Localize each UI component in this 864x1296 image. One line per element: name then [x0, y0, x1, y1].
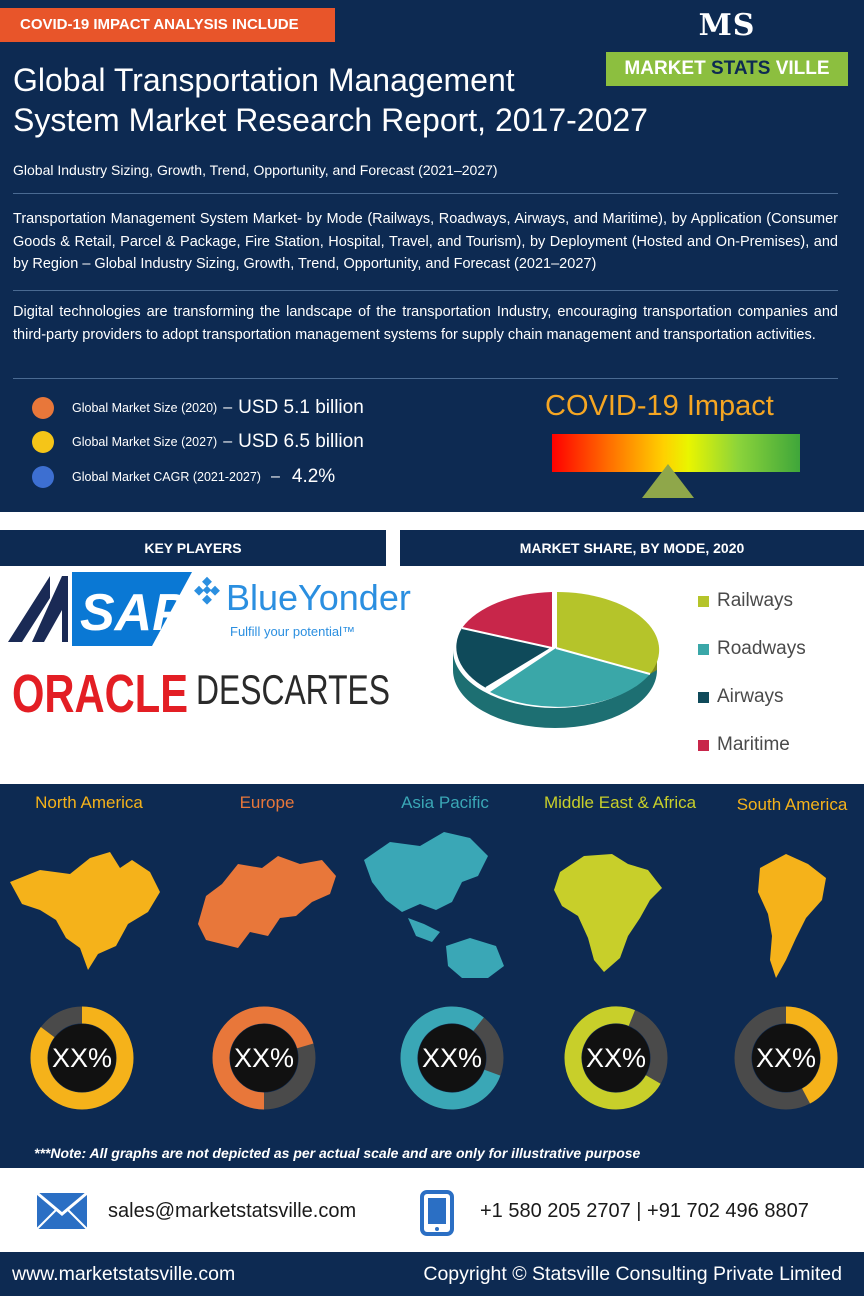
covid-impact-pointer-icon — [642, 464, 694, 498]
page-title: Global Transportation Management System Market Research Report, 2017-2027 — [13, 62, 648, 138]
covid-impact-title: COVID-19 Impact — [545, 390, 774, 422]
legend-item-railways: Railways — [698, 590, 793, 612]
divider — [13, 193, 838, 194]
europe-map-icon — [198, 856, 336, 948]
region-maps — [0, 820, 864, 990]
divider — [13, 290, 838, 291]
svg-text:XX%: XX% — [755, 1043, 817, 1073]
svg-text:XX%: XX% — [585, 1043, 647, 1073]
svg-text:Fulfill your potential™: Fulfill your potential™ — [230, 624, 355, 639]
descartes-logo: DESCARTES — [196, 666, 390, 713]
region-name-north-america: North America — [35, 793, 143, 812]
region-name-south-america: South America — [736, 795, 848, 814]
market-share-pie-chart — [440, 590, 670, 740]
covid-banner: COVID-19 IMPACT ANALYSIS INCLUDE — [0, 8, 335, 42]
region-donut-charts — [0, 1000, 864, 1130]
legend-item-airways: Airways — [698, 686, 784, 708]
report-summary: Digital technologies are transforming the landscape of the transportation Industry, encouraging transportation companies and third-party providers to adopt transportation management systems for supply chain management and transportation activities. — [13, 304, 838, 343]
svg-text:BlueYonder: BlueYonder — [226, 577, 411, 618]
stat-market-cagr: Global Market CAGR (2021-2027) – 4.2% — [32, 464, 335, 490]
svg-text:XX%: XX% — [51, 1043, 113, 1073]
logo-wordmark: MARKET STATS VILLE — [606, 52, 848, 86]
middle-east-africa-map-icon — [554, 854, 662, 972]
donut-asia-pacific — [397, 1003, 507, 1113]
asia-pacific-map-icon — [364, 832, 504, 978]
donut-north-america — [39, 1015, 125, 1101]
region-name-europe: Europe — [239, 793, 295, 812]
orange-dot-icon — [32, 397, 54, 419]
logo-mark: MS — [698, 8, 756, 43]
stat-market-size-2020: Global Market Size (2020) – USD 5.1 billion — [32, 395, 364, 421]
contact-email[interactable]: sales@marketstatsville.com — [108, 1200, 357, 1222]
key-player-logos — [0, 566, 411, 724]
blue-dot-icon — [32, 466, 54, 488]
report-description: Transportation Management System Market- by Mode (Railways, Roadways, Airways, and Maritime), by Application (Consumer Goods & Retail, Parcel & Package, Fire Station, Hospital, Travel, and Tourism), by Deployment (Hosted and On-Premises), and by Region – Global Industry Sizing, Growth, Trend, Opportunity, and Forecast (2021–2027) — [13, 211, 838, 272]
yellow-dot-icon — [32, 431, 54, 453]
region-name-middle-east-africa: Middle East & Africa — [543, 793, 697, 812]
donut-south-america — [743, 1015, 829, 1101]
donut-europe — [221, 1015, 307, 1101]
north-america-map-icon — [10, 852, 160, 970]
region-name-asia-pacific: Asia Pacific — [401, 793, 489, 812]
email-icon — [36, 1192, 88, 1230]
page-subtitle: Global Industry Sizing, Growth, Trend, Opportunity, and Forecast (2021–2027) — [13, 162, 498, 178]
south-america-map-icon — [758, 854, 826, 978]
svg-text:XX%: XX% — [233, 1043, 295, 1073]
blueyonder-logo — [194, 577, 411, 639]
footer-copyright: Copyright © Statsville Consulting Private Limited — [423, 1263, 842, 1285]
footer-website-link[interactable]: www.marketstatsville.com — [12, 1263, 236, 1285]
phone-icon — [420, 1190, 454, 1236]
stat-market-size-2027: Global Market Size (2027) – USD 6.5 billion — [32, 429, 364, 455]
legend-item-maritime: Maritime — [698, 734, 790, 756]
disclaimer-note: ***Note: All graphs are not depicted as per actual scale and are only for illustrative purpose — [34, 1145, 641, 1161]
sap-logo — [72, 572, 192, 646]
divider — [13, 378, 838, 379]
header-section — [0, 0, 864, 512]
key-players-heading: KEY PLAYERS — [0, 530, 386, 566]
market-share-heading: MARKET SHARE, BY MODE, 2020 — [400, 530, 864, 566]
svg-text:SAP: SAP — [80, 584, 187, 642]
legend-item-roadways: Roadways — [698, 638, 806, 660]
manhattan-logo — [8, 576, 68, 642]
svg-text:XX%: XX% — [421, 1043, 483, 1073]
contact-phone[interactable]: +1 580 205 2707 | +91 702 496 8807 — [480, 1200, 809, 1222]
oracle-logo: ORACLE — [12, 664, 188, 724]
donut-middle-east-africa — [557, 999, 674, 1116]
